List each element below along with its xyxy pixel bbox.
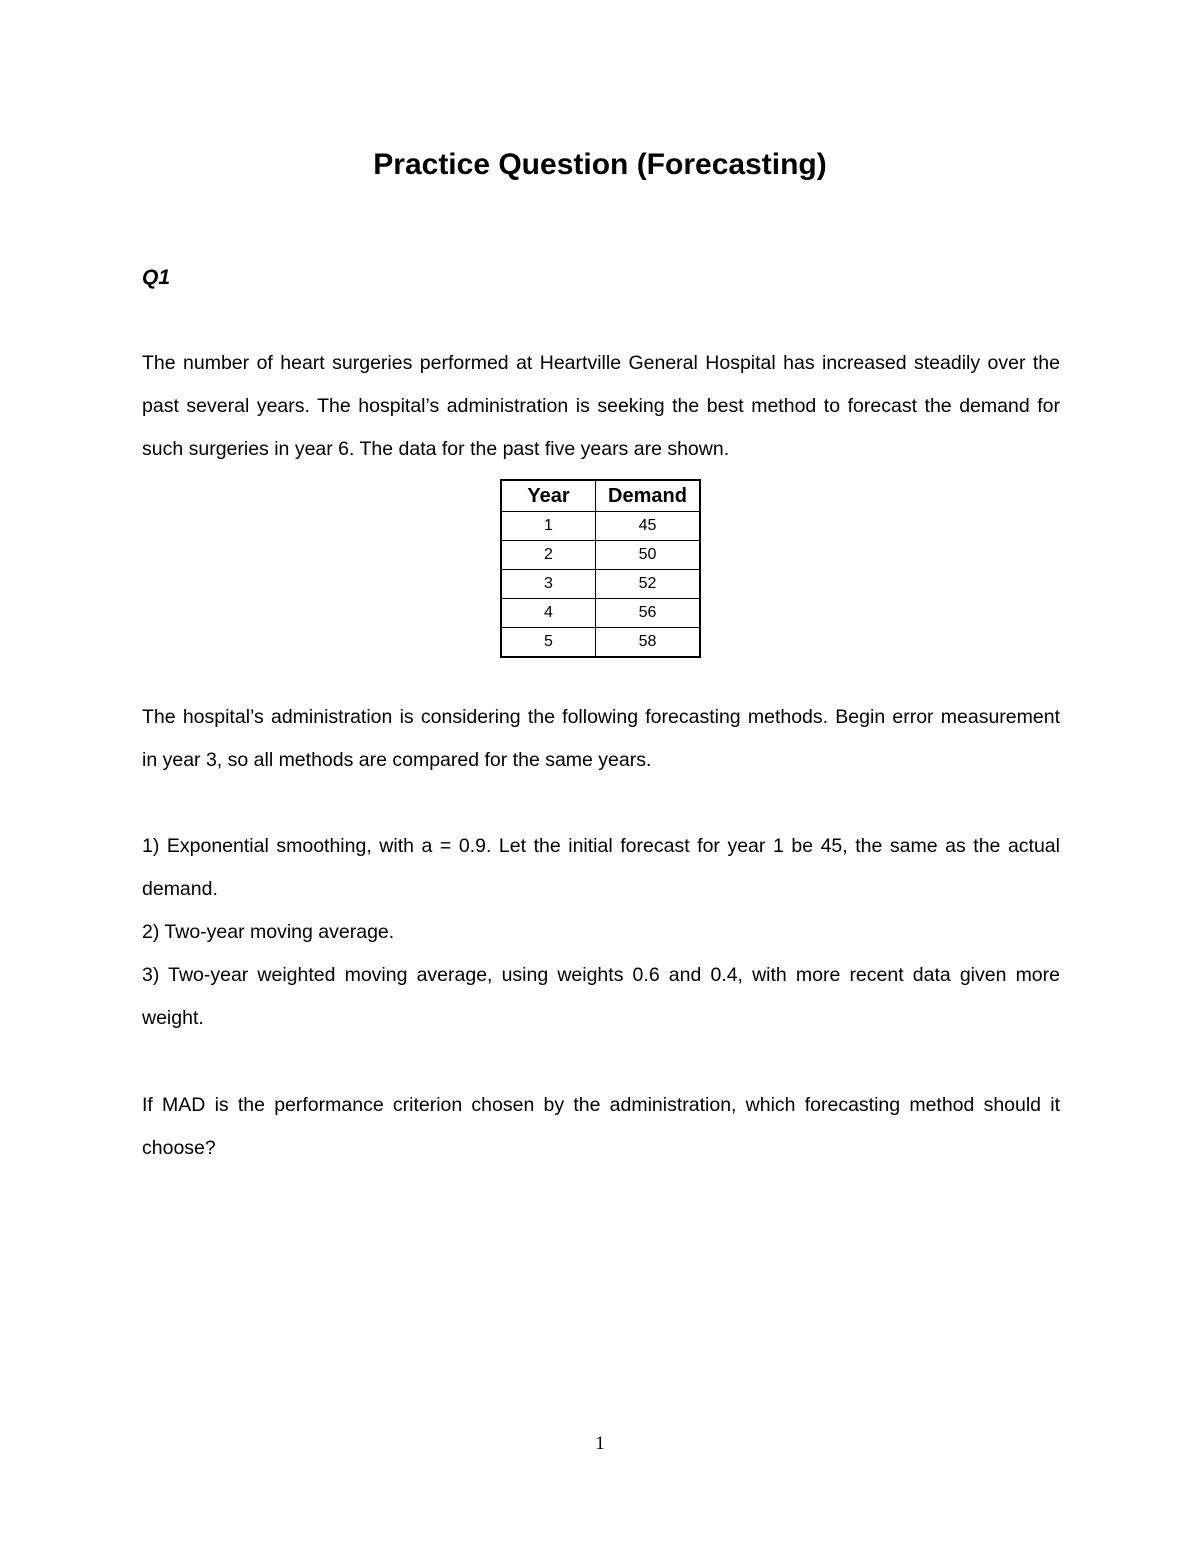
- table-cell-demand: 50: [596, 541, 701, 570]
- table-cell-demand: 52: [596, 570, 701, 599]
- method-item-moving-average: 2) Two-year moving average.: [142, 921, 395, 943]
- table-row: [501, 570, 700, 599]
- table-cell-demand: 58: [596, 628, 701, 658]
- table-row: [501, 599, 700, 628]
- table-row: [501, 541, 700, 570]
- question-paragraph: If MAD is the performance criterion chosen by the administration, which forecasting method should it choose?: [142, 1094, 1060, 1159]
- table-cell-demand: 56: [596, 599, 701, 628]
- table-row: [501, 512, 700, 541]
- page-title: Practice Question (Forecasting): [373, 148, 827, 181]
- table-cell-year: 4: [501, 599, 596, 628]
- table-header-year: Year: [501, 480, 596, 512]
- table-cell-demand: 45: [596, 512, 701, 541]
- table-cell-year: 5: [501, 628, 596, 658]
- page-number: 1: [595, 1433, 605, 1454]
- table-cell-year: 3: [501, 570, 596, 599]
- table-row: [501, 628, 700, 658]
- methods-list: [142, 825, 1060, 1040]
- table-cell-year: 2: [501, 541, 596, 570]
- intro-paragraph: The number of heart surgeries performed at Heartville General Hospital has increased steadily over the past several years. The hospital’s administration is seeking the best method to forecast the demand for such surgeries in year 6. The data for the past five years are shown.: [142, 352, 1060, 460]
- table-header-row: [501, 480, 700, 512]
- methods-intro-paragraph: The hospital’s administration is considering the following forecasting methods. Begin error measurement in year 3, so all methods are compared for the same years.: [142, 706, 1060, 771]
- method-item-weighted-moving-average: 3) Two-year weighted moving average, using weights 0.6 and 0.4, with more recent data given more weight.: [142, 964, 1060, 1029]
- demand-table: [500, 479, 701, 658]
- method-item-exponential-smoothing: 1) Exponential smoothing, with a = 0.9. Let the initial forecast for year 1 be 45, the same as the actual demand.: [142, 835, 1060, 900]
- table-cell-year: 1: [501, 512, 596, 541]
- question-label: Q1: [142, 266, 171, 289]
- table-header-demand: Demand: [596, 480, 701, 512]
